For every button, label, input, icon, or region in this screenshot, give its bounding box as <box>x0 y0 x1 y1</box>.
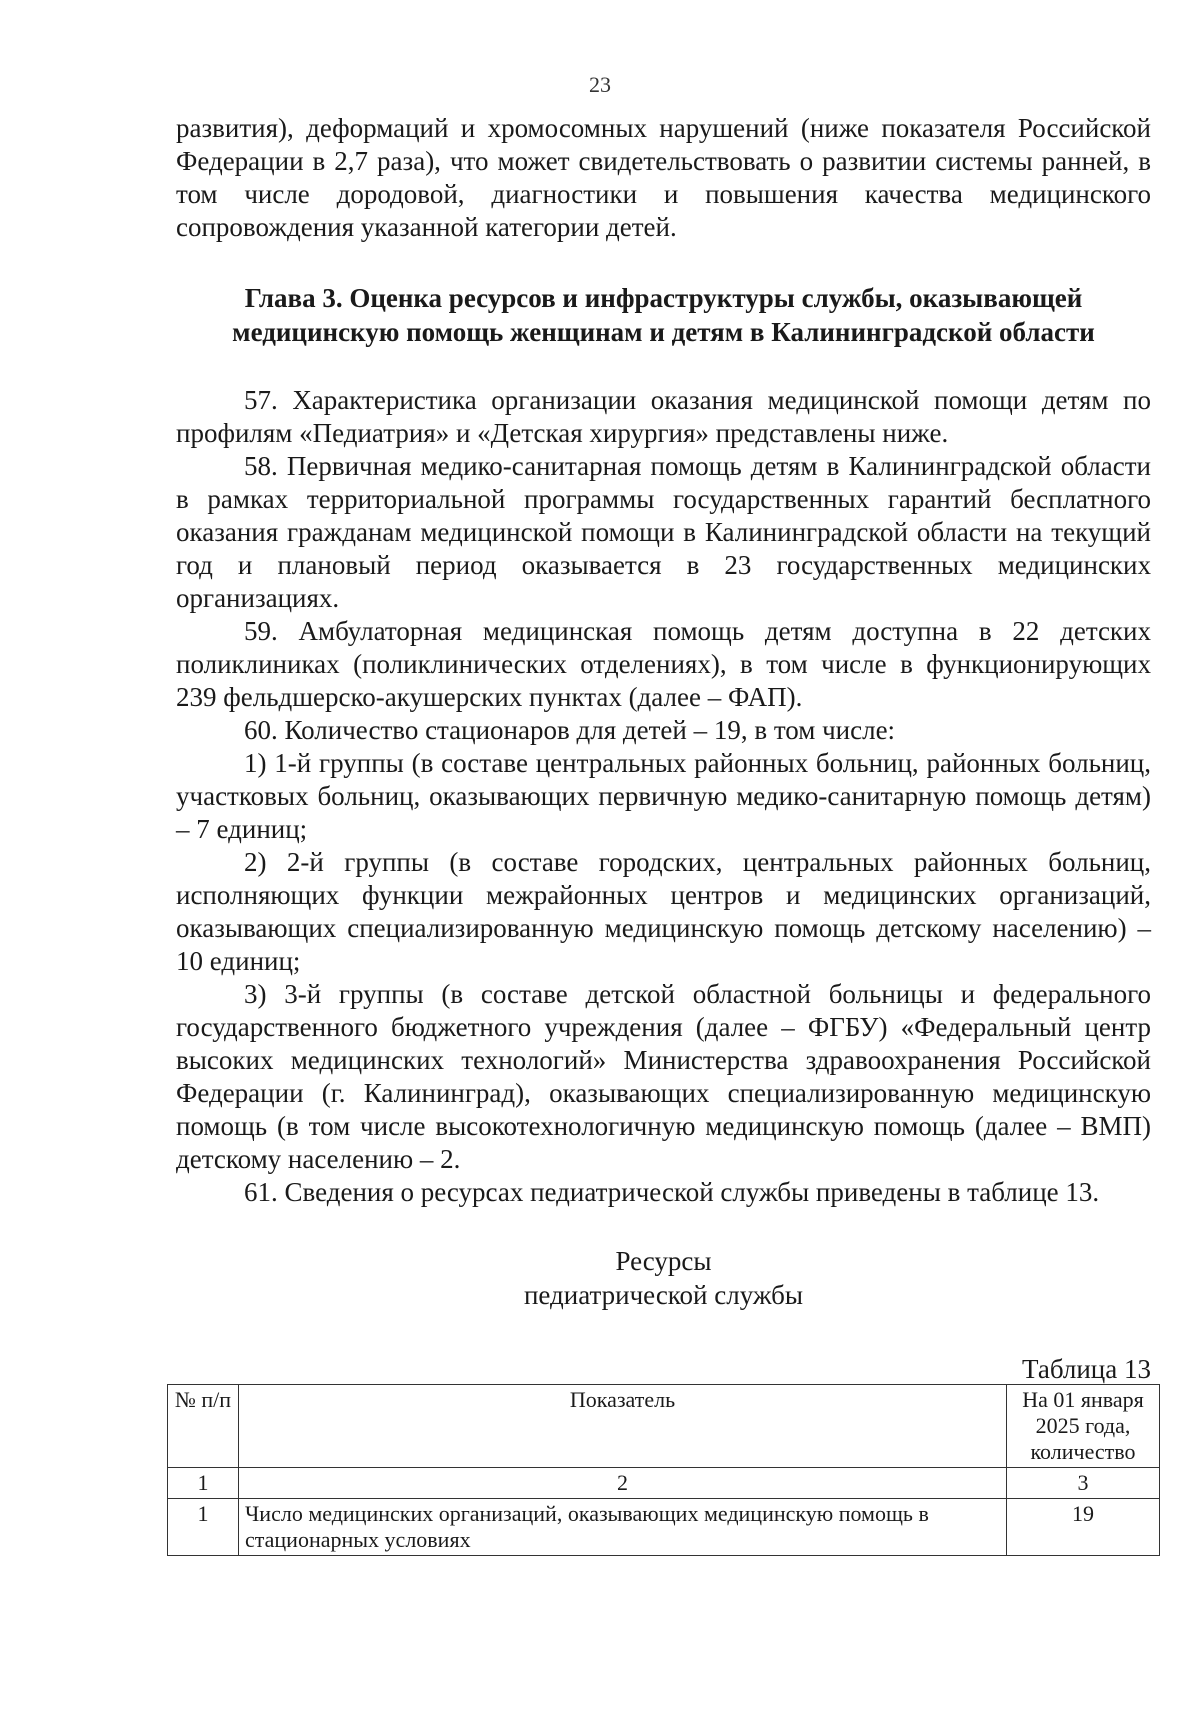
document-body <box>176 112 1151 1556</box>
table-column-number-row <box>168 1468 1160 1499</box>
paragraph-61: 61. Сведения о ресурсах педиатрической службы приведены в таблице 13. <box>244 1177 1100 1207</box>
header-cell-value: На 01 января 2025 года, количество <box>1007 1385 1160 1468</box>
column-number-cell: 2 <box>239 1468 1007 1499</box>
row-value-cell: 19 <box>1007 1499 1160 1556</box>
paragraph-60-item-3: 3) 3-й группы (в составе детской областной больницы и федерального государственного бюджетного учреждения (далее – ФГБУ) «Федеральный центр высоких медицинских технологий» Министерства здравоохранения Российской Федерации (г. Калининград), оказывающих специализированную медицинскую помощь (в том числе высокотехнологичную медицинскую помощь (далее – ВМП) детскому населению – 2. <box>176 979 1151 1174</box>
table-row <box>168 1499 1160 1556</box>
intro-paragraph: развития), деформаций и хромосомных нарушений (ниже показателя Российской Федерации в 2,7 раза), что может свидетельствовать о развитии системы ранней, в том числе дородовой, диагностики и повышения качества медицинского сопровождения указанной категории детей. <box>176 113 1151 242</box>
paragraph-59: 59. Амбулаторная медицинская помощь детям доступна в 22 детских поликлиниках (поликлинических отделениях), в том числе в функционирующих 239 фельдшерско-акушерских пунктах (далее – ФАП). <box>176 616 1151 712</box>
paragraph-58: 58. Первичная медико-санитарная помощь детям в Калининградской области в рамках территориальной программы государственных гарантий бесплатного оказания гражданам медицинской помощи в Калининградской области на текущий год и плановый период оказывается в 23 государственных медицинских организациях. <box>176 451 1151 613</box>
row-indicator-cell: Число медицинских организаций, оказывающих медицинскую помощь в стационарных условиях <box>239 1499 1007 1556</box>
page-number: 23 <box>589 72 611 97</box>
table-label: Таблица 13 <box>1022 1354 1151 1384</box>
row-number-cell: 1 <box>168 1499 239 1556</box>
table-title-line-1: Ресурсы <box>615 1246 712 1276</box>
chapter-heading-line-2: медицинскую помощь женщинам и детям в Калининградской области <box>232 317 1095 347</box>
chapter-heading-line-1: Глава 3. Оценка ресурсов и инфраструктуры службы, оказывающей <box>244 283 1083 313</box>
header-cell-number: № п/п <box>168 1385 239 1468</box>
table-title <box>176 1244 1151 1312</box>
paragraph-57: 57. Характеристика организации оказания медицинской помощи детям по профилям «Педиатрия» и «Детская хирургия» представлены ниже. <box>176 385 1151 448</box>
resources-table <box>167 1384 1160 1556</box>
paragraph-60-item-1: 1) 1-й группы (в составе центральных районных больниц, районных больниц, участковых больниц, оказывающих первичную медико-санитарную помощь детям) – 7 единиц; <box>176 748 1151 844</box>
table-header-row <box>168 1385 1160 1468</box>
column-number-cell: 1 <box>168 1468 239 1499</box>
header-cell-indicator: Показатель <box>239 1385 1007 1468</box>
paragraph-60: 60. Количество стационаров для детей – 19, в том числе: <box>244 715 896 745</box>
chapter-heading <box>176 281 1151 349</box>
paragraph-60-item-2: 2) 2-й группы (в составе городских, центральных районных больниц, исполняющих функции межрайонных центров и медицинских организаций, оказывающих специализированную медицинскую помощь детскому населению) – 10 единиц; <box>176 847 1151 976</box>
column-number-cell: 3 <box>1007 1468 1160 1499</box>
table-title-line-2: педиатрической службы <box>523 1280 804 1310</box>
